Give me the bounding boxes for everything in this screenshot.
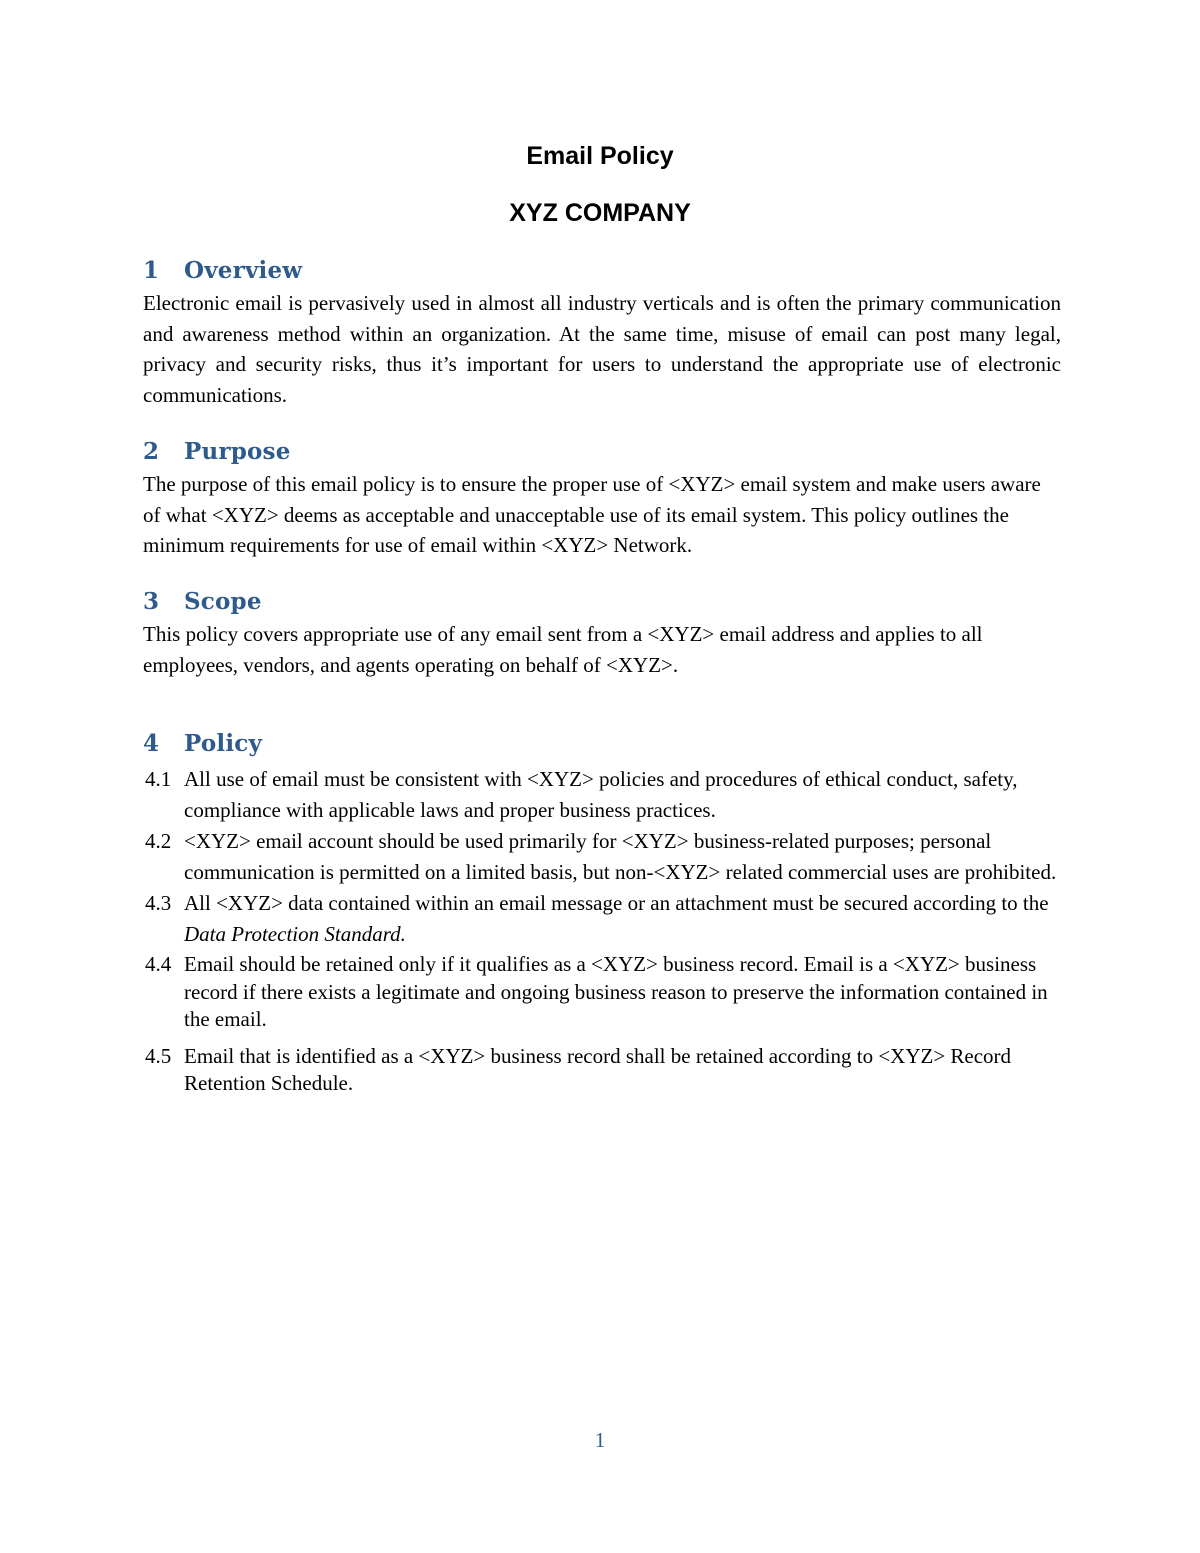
section-number: 3 (143, 588, 160, 615)
scope-paragraph: This policy covers appropriate use of any email sent from a <XYZ> email address and applies to all employees, vendors, and agents operating on behalf of <XYZ>. (143, 622, 983, 677)
section-number: 1 (143, 257, 160, 284)
policy-item (143, 826, 1061, 888)
policy-item-text: Email that is identified as a <XYZ> business record shall be retained according to <XYZ> Record Retention Schedule. (184, 1043, 1012, 1095)
page-number: 1 (594, 1428, 606, 1452)
policy-item (143, 1043, 1061, 1098)
policy-list (143, 764, 1061, 1098)
policy-item (143, 888, 1061, 950)
policy-item-number: 4.2 (145, 829, 172, 853)
overview-paragraph: Electronic email is pervasively used in almost all industry verticals and is often the primary communication and awareness method within an organization. At the same time, misuse of email can post many legal, privacy and security risks, thus it’s important for users to understand the appropriate use of electronic communications. (143, 291, 1061, 407)
section-heading-scope (143, 585, 1061, 619)
section-title: Purpose (184, 438, 291, 465)
section-heading-overview (143, 254, 1061, 288)
company-name: XYZ COMPANY (509, 199, 691, 227)
policy-item (143, 764, 1061, 826)
section-title: Overview (184, 257, 303, 284)
document-title: Email Policy (526, 142, 674, 170)
section-policy (143, 727, 1061, 1098)
section-number: 4 (143, 730, 160, 757)
data-protection-standard-reference: Data Protection Standard. (184, 922, 406, 946)
policy-item-number: 4.3 (145, 891, 172, 915)
policy-item-text: Email should be retained only if it qualifies as a <XYZ> business record. Email is a <XYZ> business record if there exists a legitimate and ongoing business reason to preserve the information contained in the email. (184, 952, 1048, 1031)
policy-item-number: 4.1 (145, 767, 172, 791)
purpose-paragraph: The purpose of this email policy is to ensure the proper use of <XYZ> email system and make users aware of what <XYZ> deems as acceptable and unacceptable use of its email system. This policy outlines the minimum requirements for use of email within <XYZ> Network. (143, 472, 1041, 557)
section-title: Scope (184, 588, 262, 615)
section-title: Policy (184, 730, 263, 757)
section-heading-purpose (143, 435, 1061, 469)
policy-item-text: All <XYZ> data contained within an email message or an attachment must be secured according to the (184, 891, 1049, 915)
policy-item-number: 4.4 (145, 952, 172, 976)
section-heading-policy (143, 727, 1061, 761)
policy-item-text: <XYZ> email account should be used primarily for <XYZ> business-related purposes; personal communication is permitted on a limited basis, but non-<XYZ> related commercial uses are prohibited. (184, 829, 1057, 884)
policy-item (143, 951, 1061, 1034)
policy-item-text: All use of email must be consistent with <XYZ> policies and procedures of ethical conduct, safety, compliance with applicable laws and proper business practices. (184, 767, 1018, 822)
section-number: 2 (143, 438, 160, 465)
section-purpose (143, 435, 1061, 561)
policy-item-number: 4.5 (145, 1043, 172, 1068)
section-overview (143, 254, 1061, 410)
section-scope (143, 585, 1061, 680)
